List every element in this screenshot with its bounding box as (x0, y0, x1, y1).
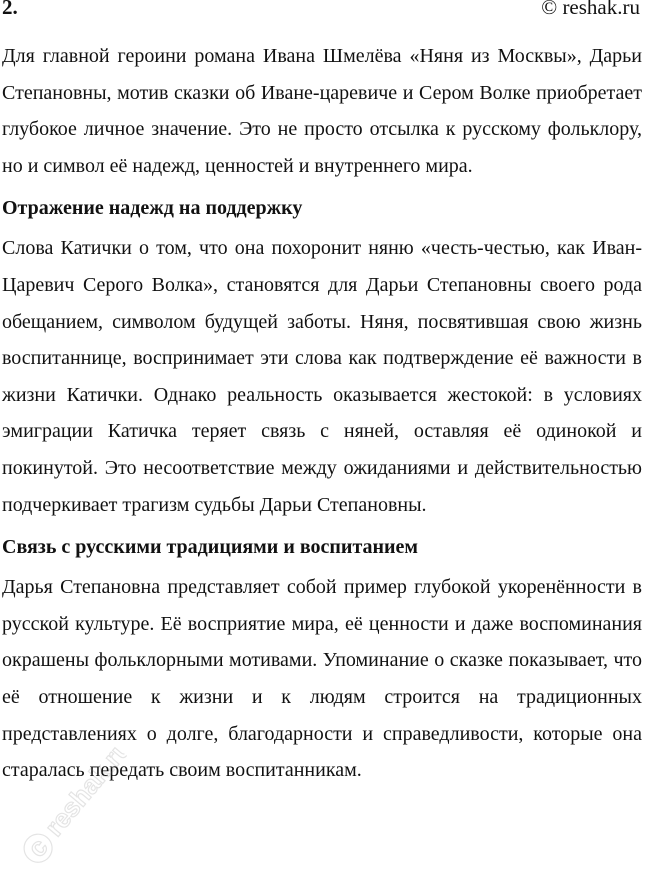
answer-body (2, 38, 642, 789)
site-credit: © reshak.ru (541, 0, 640, 19)
section-paragraph-hopes: Слова Катички о том, что она похоронит няню «честь-честью, как Иван-Царевич Серого Волка», становятся для Дарьи Степановны своего рода обещанием, символом будущей заботы. Няня, посвятившая свою жизнь воспитаннице, воспринимает эти слова как подтверждение её важности в жизни Катички. Однако реальность оказывается жестокой: в условиях эмиграции Катичка теряет связь с няней, оставляя её одинокой и покинутой. Это несоответствие между ожиданиями и действительностью подчеркивает трагизм судьбы Дарьи Степановны. (2, 237, 642, 516)
section-paragraph-traditions: Дарья Степановна представляет собой пример глубокой укоренённости в русской культуре. Её восприятие мира, её ценности и даже воспоминания окрашены фольклорными мотивами. Упоминание о сказке показывает, что её отношение к жизни и к людям строится на традиционных представлениях о долге, благодарности и справедливости, которые она старалась передать своим воспитанникам. (2, 576, 642, 782)
watermark-text: reshak.ru (38, 732, 137, 842)
intro-paragraph: Для главной героини романа Ивана Шмелёва «Няня из Москвы», Дарьи Степановны, мотив сказки об Иване-царевиче и Сером Волке приобретает глубокое личное значение. Это не просто отсылка к русскому фольклору, но и символ её надежд, ценностей и внутреннего мира. (2, 45, 642, 177)
task-number: 2. (2, 0, 18, 19)
section-heading-hopes: Отражение надежд на поддержку (2, 197, 303, 220)
watermark-c-glyph: c (21, 832, 54, 863)
section-heading-traditions: Связь с русскими традициями и воспитанием (2, 536, 419, 559)
